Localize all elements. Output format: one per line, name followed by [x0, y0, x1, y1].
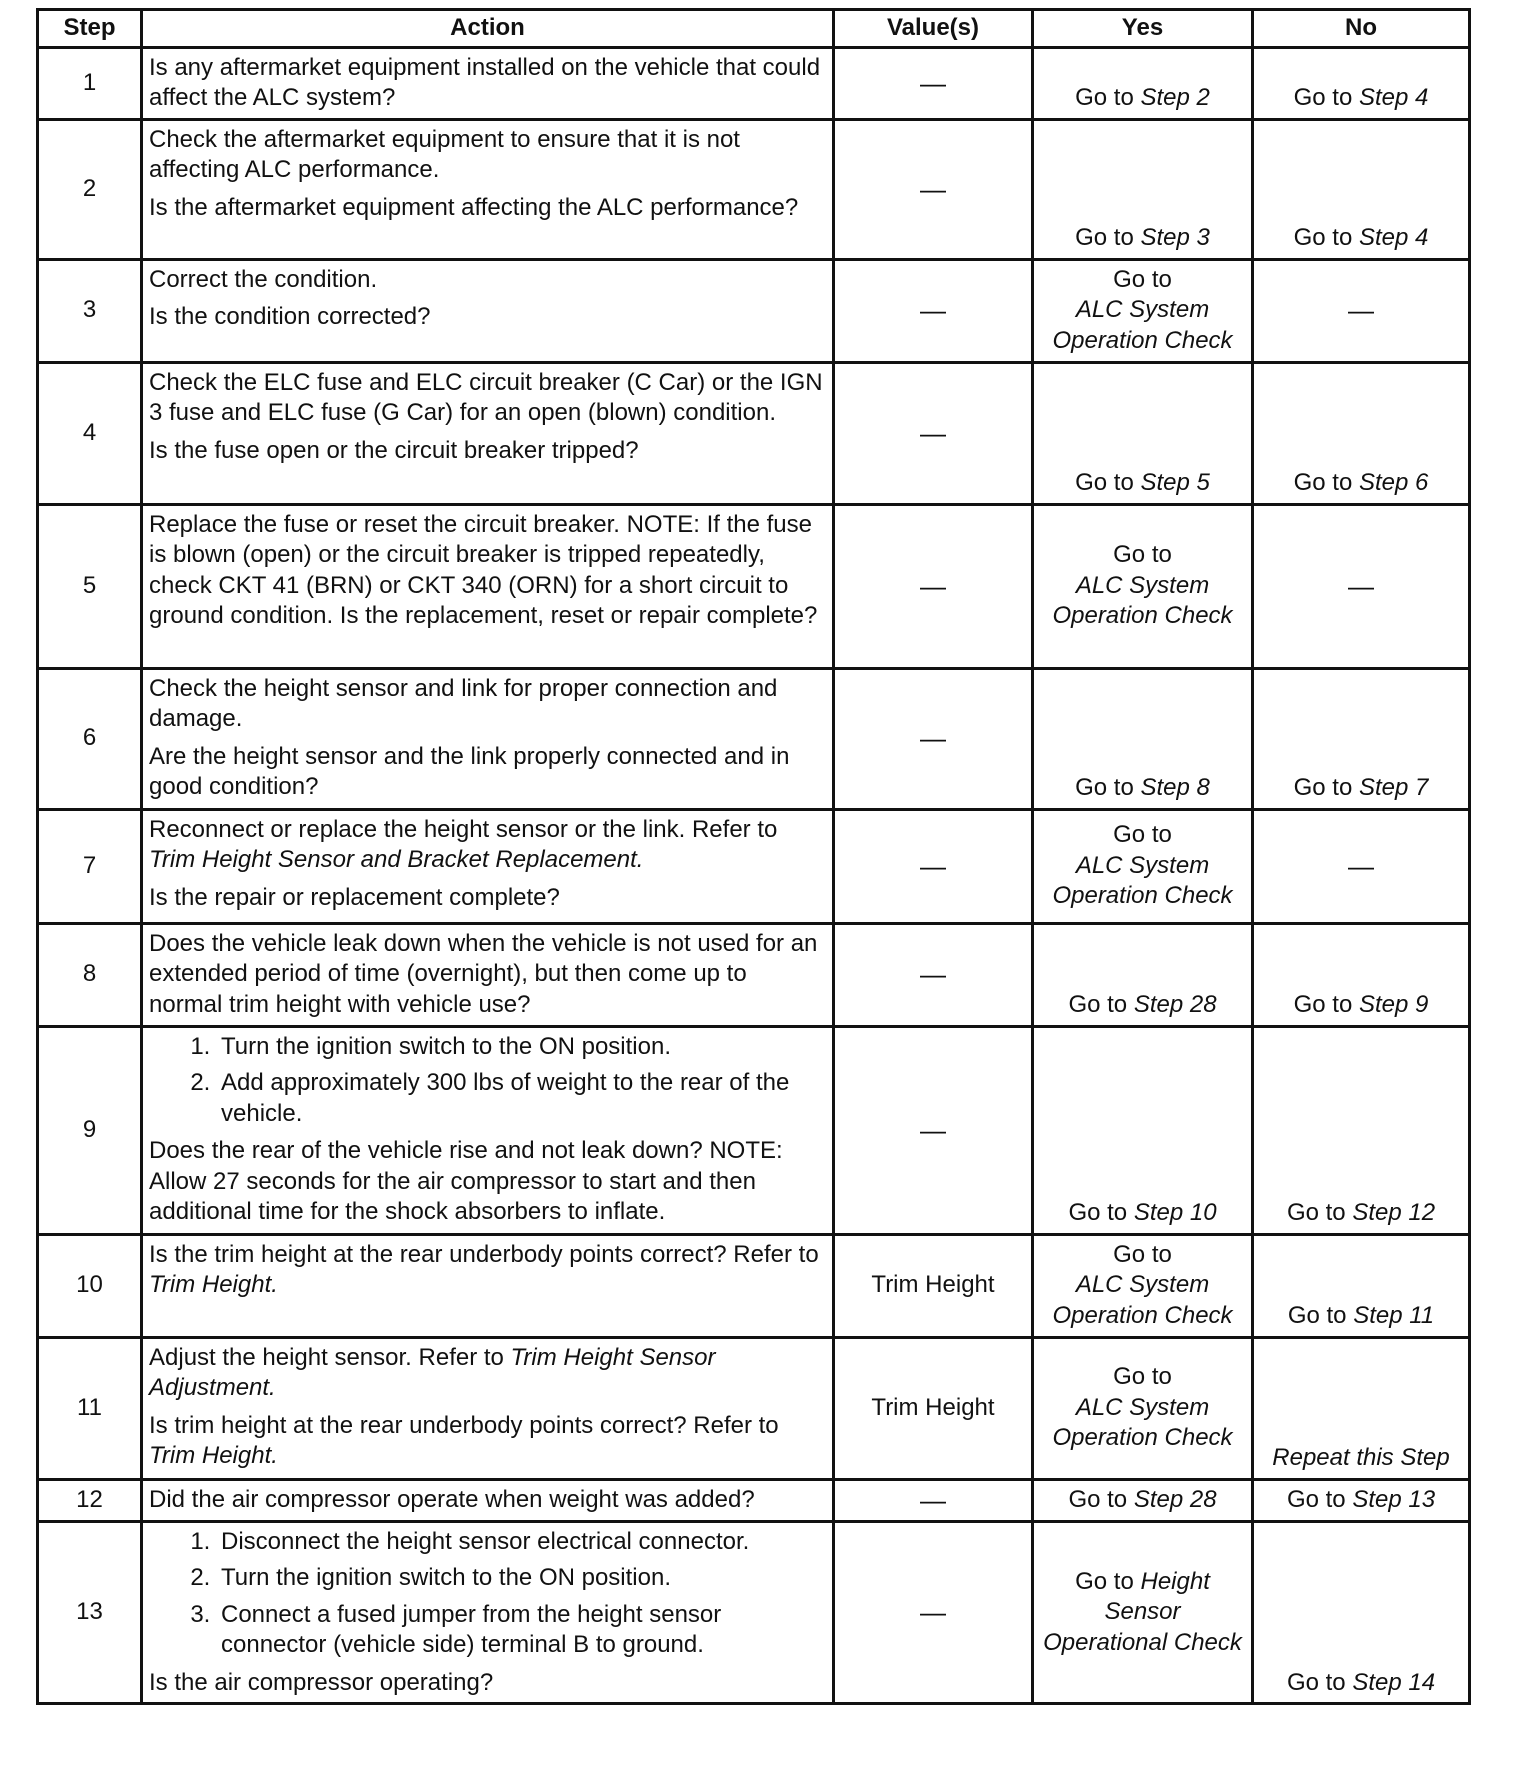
action-cell [142, 119, 834, 259]
table-row [38, 1337, 1470, 1479]
yes-link[interactable]: ALC System Operation Check [1052, 571, 1233, 630]
value-cell: — [834, 809, 1033, 923]
value-cell: — [834, 1479, 1033, 1521]
action-cell [142, 1026, 834, 1234]
action-question: Is the fuse open or the circuit breaker tripped? [149, 436, 639, 464]
action-text-prefix: Adjust the height sensor. Refer to [149, 1343, 511, 1371]
action-cell [142, 362, 834, 504]
action-reference-link[interactable]: Trim Height. [149, 1271, 278, 1298]
action-text: Replace the fuse or reset the circuit breaker. NOTE: If the fuse is blown (open) or the circuit breaker is tripped repeatedly, check CKT 41 (BRN) or CKT 340 (ORN) for a short circuit to ground condition. Is the replacement, reset or repair complete? [149, 510, 818, 629]
no-prefix: Go to [1293, 224, 1359, 251]
yes-link[interactable]: Step 5 [1140, 469, 1210, 496]
yes-prefix: Go to [1113, 265, 1172, 293]
yes-link[interactable]: Step 3 [1140, 224, 1210, 251]
list-item: 2. Turn the ignition switch to the ON position. [217, 1563, 826, 1594]
no-cell [1253, 668, 1470, 809]
table-row [38, 809, 1470, 923]
yes-link[interactable]: ALC System Operation Check [1052, 1271, 1233, 1329]
action-cell [142, 809, 834, 923]
list-item: 2. Add approximately 300 lbs of weight to the rear of the vehicle. [217, 1068, 826, 1129]
yes-prefix: Go to [1075, 1567, 1141, 1595]
action-cell [142, 923, 834, 1026]
table-row [38, 1026, 1470, 1234]
procedure-list [149, 1527, 826, 1661]
action-text [149, 815, 826, 876]
no-prefix: Go to [1293, 469, 1359, 496]
header-yes: Yes [1033, 10, 1253, 48]
no-cell [1253, 923, 1470, 1026]
yes-prefix: Go to [1113, 1363, 1172, 1391]
yes-prefix: Go to [1075, 469, 1141, 496]
action-cell [142, 259, 834, 362]
action-cell [142, 1337, 834, 1479]
value-cell: — [834, 504, 1033, 668]
action-cell [142, 47, 834, 119]
list-item: 1. Disconnect the height sensor electrical connector. [217, 1527, 826, 1558]
no-cell [1253, 47, 1470, 119]
no-cell [1253, 1337, 1470, 1479]
no-cell: — [1253, 504, 1470, 668]
step-number: 6 [38, 668, 142, 809]
table-row [38, 1234, 1470, 1337]
action-text-prefix: Is the trim height at the rear underbody points correct? Refer to [149, 1240, 819, 1268]
yes-prefix: Go to [1113, 541, 1172, 569]
step-number: 3 [38, 259, 142, 362]
action-question: Did the air compressor operate when weight was added? [149, 1485, 755, 1513]
value-cell: — [834, 362, 1033, 504]
header-row [38, 10, 1470, 48]
header-values: Value(s) [834, 10, 1033, 48]
action-text: Check the aftermarket equipment to ensure that it is not affecting ALC performance. [149, 125, 740, 183]
table-row [38, 1479, 1470, 1521]
action-reference-link[interactable]: Trim Height Sensor Adjustment. [149, 1343, 716, 1401]
value-cell: — [834, 1521, 1033, 1704]
action-cell [142, 668, 834, 809]
header-no: No [1253, 10, 1470, 48]
no-prefix: Go to [1286, 1668, 1353, 1696]
no-link[interactable]: Step 14 [1352, 1668, 1436, 1696]
no-link[interactable]: Step 6 [1358, 469, 1429, 496]
step-number: 8 [38, 923, 142, 1026]
no-link[interactable]: Step 13 [1352, 1485, 1436, 1513]
action-reference-link[interactable]: Trim Height. [149, 1442, 278, 1469]
value-cell: Trim Height [834, 1337, 1033, 1479]
table-row [38, 1521, 1470, 1704]
step-number: 9 [38, 1026, 142, 1234]
no-prefix: Go to [1287, 1302, 1354, 1329]
no-prefix: Go to [1293, 991, 1359, 1018]
value-cell: — [834, 119, 1033, 259]
no-cell: — [1253, 259, 1470, 362]
step-number: 10 [38, 1234, 142, 1337]
yes-prefix: Go to [1075, 774, 1141, 801]
no-cell [1253, 1026, 1470, 1234]
action-cell [142, 1479, 834, 1521]
no-prefix: Go to [1293, 84, 1359, 111]
action-cell [142, 504, 834, 668]
action-text: Is any aftermarket equipment installed on the vehicle that could affect the ALC system? [149, 53, 821, 111]
table-row [38, 923, 1470, 1026]
header-step: Step [38, 10, 142, 48]
list-item: 3. Connect a fused jumper from the height sensor connector (vehicle side) terminal B to ground. [217, 1600, 826, 1661]
no-cell [1253, 362, 1470, 504]
action-cell [142, 1234, 834, 1337]
no-cell [1253, 1234, 1470, 1337]
yes-cell [1033, 1521, 1253, 1704]
no-prefix: Go to [1286, 1485, 1353, 1513]
step-number: 1 [38, 47, 142, 119]
yes-cell [1033, 119, 1253, 259]
yes-link[interactable]: ALC System Operation Check [1052, 1393, 1233, 1452]
yes-link[interactable]: Step 28 [1133, 1485, 1217, 1513]
table-row [38, 259, 1470, 362]
no-link[interactable]: Repeat this Step [1272, 1444, 1450, 1471]
step-number: 5 [38, 504, 142, 668]
step-number: 2 [38, 119, 142, 259]
yes-prefix: Go to [1068, 1485, 1134, 1513]
procedure-list [149, 1032, 826, 1130]
action-text: Check the ELC fuse and ELC circuit breaker (C Car) or the IGN 3 fuse and ELC fuse (G Car) for an open (blown) condition. [149, 368, 823, 426]
yes-cell [1033, 1479, 1253, 1521]
action-question: Is the repair or replacement complete? [149, 883, 560, 911]
table-row [38, 47, 1470, 119]
no-link[interactable]: Step 12 [1352, 1199, 1436, 1226]
value-cell: Trim Height [834, 1234, 1033, 1337]
yes-prefix: Go to [1075, 224, 1141, 251]
step-number: 13 [38, 1521, 142, 1704]
step-number: 12 [38, 1479, 142, 1521]
action-cell [142, 1521, 834, 1704]
no-prefix: Go to [1286, 1199, 1353, 1226]
yes-link[interactable]: Step 2 [1140, 84, 1210, 111]
no-link[interactable]: Step 7 [1358, 774, 1429, 801]
yes-cell [1033, 504, 1253, 668]
table-row [38, 668, 1470, 809]
no-link[interactable]: Step 4 [1358, 84, 1429, 111]
action-text: Does the vehicle leak down when the vehicle is not used for an extended period of time (overnight), but then come up to normal trim height with vehicle use? [149, 929, 818, 1018]
no-link[interactable]: Step 11 [1353, 1302, 1435, 1329]
step-number: 11 [38, 1337, 142, 1479]
action-question: Is the condition corrected? [149, 303, 431, 330]
value-cell: — [834, 923, 1033, 1026]
no-link[interactable]: Step 4 [1358, 224, 1429, 251]
action-text [149, 1343, 826, 1404]
step-number: 4 [38, 362, 142, 504]
diagnostic-table [36, 8, 1471, 1705]
yes-cell [1033, 47, 1253, 119]
action-reference-link[interactable]: Trim Height Sensor and Bracket Replacement. [149, 846, 644, 873]
action-text [149, 1240, 826, 1301]
yes-cell [1033, 1337, 1253, 1479]
yes-cell [1033, 923, 1253, 1026]
action-question-prefix: Is trim height at the rear underbody points correct? Refer to [149, 1411, 779, 1439]
yes-prefix: Go to [1113, 821, 1172, 849]
no-cell: — [1253, 809, 1470, 923]
yes-link[interactable]: Step 10 [1133, 1199, 1217, 1226]
yes-link[interactable]: ALC System Operation Check [1052, 296, 1233, 354]
yes-cell [1033, 259, 1253, 362]
action-text-prefix: Reconnect or replace the height sensor or the link. Refer to [149, 815, 778, 843]
yes-cell [1033, 668, 1253, 809]
yes-cell [1033, 1234, 1253, 1337]
value-cell: — [834, 259, 1033, 362]
step-number: 7 [38, 809, 142, 923]
no-cell [1253, 1521, 1470, 1704]
list-item: 1. Turn the ignition switch to the ON position. [217, 1032, 826, 1063]
yes-cell [1033, 362, 1253, 504]
no-cell [1253, 119, 1470, 259]
yes-link[interactable]: Step 28 [1133, 991, 1217, 1018]
yes-cell [1033, 1026, 1253, 1234]
header-action: Action [142, 10, 834, 48]
action-text: Check the height sensor and link for proper connection and damage. [149, 674, 778, 732]
yes-prefix: Go to [1068, 991, 1134, 1018]
yes-prefix: Go to [1075, 84, 1141, 111]
action-question: Is the aftermarket equipment affecting the ALC performance? [149, 193, 799, 221]
yes-link[interactable]: Height Sensor Operational Check [1043, 1567, 1242, 1656]
action-text: Correct the condition. [149, 265, 378, 293]
no-link[interactable]: Step 9 [1358, 991, 1429, 1018]
yes-prefix: Go to [1113, 1240, 1172, 1268]
yes-prefix: Go to [1068, 1199, 1134, 1226]
action-question: Is the air compressor operating? [149, 1668, 494, 1696]
no-prefix: Go to [1293, 774, 1359, 801]
table-row [38, 362, 1470, 504]
no-cell [1253, 1479, 1470, 1521]
action-question: Does the rear of the vehicle rise and not leak down? NOTE: Allow 27 seconds for the air compressor to start and then additional time for the shock absorbers to inflate. [149, 1137, 783, 1225]
action-question [149, 1411, 826, 1472]
yes-cell [1033, 809, 1253, 923]
value-cell: — [834, 1026, 1033, 1234]
yes-link[interactable]: Step 8 [1140, 774, 1210, 801]
value-cell: — [834, 668, 1033, 809]
yes-link[interactable]: ALC System Operation Check [1052, 851, 1233, 910]
diagnostic-document [36, 8, 1468, 1705]
action-question: Are the height sensor and the link properly connected and in good condition? [149, 742, 790, 800]
value-cell: — [834, 47, 1033, 119]
table-row [38, 119, 1470, 259]
table-row [38, 504, 1470, 668]
